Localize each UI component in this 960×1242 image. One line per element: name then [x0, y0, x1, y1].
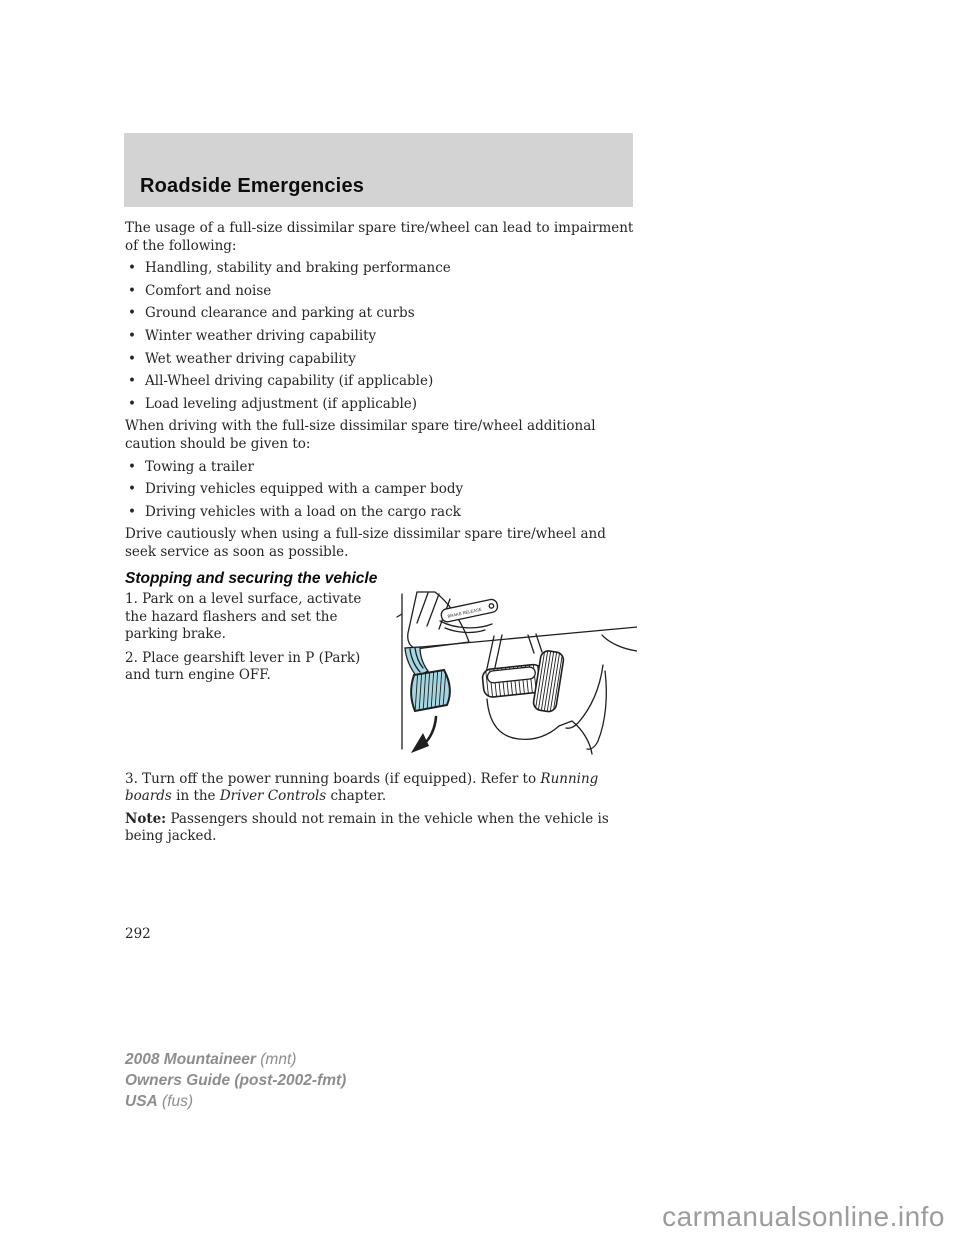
list-item-text: Towing a trailer: [145, 458, 254, 475]
watermark-text: carmanualsonline.info: [662, 1201, 945, 1232]
step-1: 1. Park on a level surface, activate the hazard flashers and set the parking brake.: [125, 591, 362, 643]
list-item-text: Handling, stability and braking performance: [145, 260, 451, 277]
bullet-icon: •: [128, 481, 136, 498]
footer-region-code: (fus): [157, 1093, 194, 1110]
list-item-text: Comfort and noise: [145, 282, 272, 299]
running-boards-reference: Running boards: [125, 770, 599, 805]
list-item-text: Wet weather driving capability: [145, 350, 356, 367]
bullet-icon: •: [128, 327, 136, 344]
list-item: [125, 396, 637, 414]
page-number: 292: [125, 926, 151, 942]
steps-column: [125, 591, 387, 691]
list-item: [125, 260, 637, 278]
footer-model: 2008 Mountaineer: [125, 1051, 256, 1068]
list-item: [125, 283, 637, 301]
step-3-text: chapter.: [326, 788, 387, 805]
list-item-text: Load leveling adjustment (if applicable): [145, 395, 418, 412]
parking-brake-pedal: [405, 647, 450, 713]
step-3-text: 3. Turn off the power running boards (if equipped). Refer to: [125, 770, 541, 787]
list-item-text: Ground clearance and parking at curbs: [145, 305, 415, 322]
chapter-title: Roadside Emergencies: [140, 175, 365, 197]
footer-region: USA: [125, 1093, 158, 1110]
caution-intro-paragraph: When driving with the full-size dissimilar spare tire/wheel additional caution should be given to:: [125, 418, 596, 452]
step-2: 2. Place gearshift lever in P (Park) and turn engine OFF.: [125, 649, 361, 684]
impairment-bullet-list: [125, 260, 637, 413]
section-heading: Stopping and securing the vehicle: [125, 569, 378, 587]
caution-bullet-list: [125, 459, 637, 522]
brake-release-label: BRAKE RELEASE: [447, 606, 483, 619]
wall-notch: [397, 614, 402, 617]
list-item-text: Driving vehicles with a load on the cargo rack: [145, 503, 461, 520]
steps-and-figure-row: [125, 591, 637, 771]
footer-guide-line: Owners Guide (post-2002-fmt): [125, 1072, 347, 1089]
footer-model-line: [125, 1049, 346, 1070]
intro-paragraph: The usage of a full-size dissimilar spare tire/wheel can lead to impairment of the following:: [125, 220, 634, 254]
list-item: [125, 305, 637, 323]
list-item-text: All-Wheel driving capability (if applicable): [145, 373, 434, 390]
note-paragraph: [125, 811, 637, 846]
bullet-icon: •: [128, 350, 136, 367]
list-item: [125, 328, 637, 346]
step-3-text: in the: [171, 788, 220, 805]
publication-footer: [125, 1049, 346, 1112]
drive-caution-paragraph: Drive cautiously when using a full-size dissimilar spare tire/wheel and seek service as soon as possible.: [125, 526, 606, 560]
step-3: [125, 771, 637, 806]
bullet-icon: •: [128, 395, 136, 412]
bullet-icon: •: [128, 458, 136, 475]
bullet-icon: •: [128, 260, 136, 277]
list-item: [125, 351, 637, 369]
list-item: [125, 459, 637, 477]
list-item: [125, 504, 637, 522]
footer-model-code: (mnt): [255, 1051, 297, 1068]
list-item-text: Winter weather driving capability: [145, 327, 377, 344]
bullet-icon: •: [128, 282, 136, 299]
footer-region-line: [125, 1091, 346, 1112]
right-corner-curve: [602, 635, 637, 651]
chapter-header-bar: [124, 133, 633, 207]
note-label: Note:: [125, 810, 167, 827]
list-item: [125, 373, 637, 391]
pedal-illustration: [395, 591, 637, 765]
page-body: [125, 220, 637, 851]
driver-controls-reference: Driver Controls: [219, 788, 327, 805]
list-item: [125, 481, 637, 499]
bullet-icon: •: [128, 305, 136, 322]
note-text: Passengers should not remain in the vehicle when the vehicle is being jacked.: [125, 810, 609, 845]
press-direction-arrow: [411, 717, 436, 753]
list-item-text: Driving vehicles equipped with a camper body: [145, 481, 464, 498]
bullet-icon: •: [128, 373, 136, 390]
dash-bolster: [408, 592, 469, 649]
bullet-icon: •: [128, 503, 136, 520]
parking-brake-figure: [395, 591, 637, 771]
